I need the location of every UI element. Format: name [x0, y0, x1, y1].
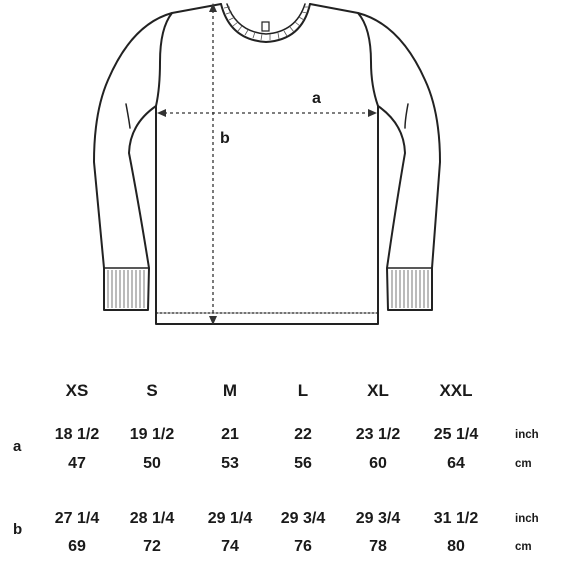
row-label-b: b — [13, 521, 23, 538]
row-a-inch-l: 22 — [294, 426, 312, 443]
row-a-cm-unit: cm — [515, 458, 532, 470]
row-b-cm-xxl: 80 — [447, 538, 465, 555]
row-b-inch-xs: 27 1/4 — [54, 510, 100, 527]
measurement-b-arrow — [209, 3, 217, 325]
size-header-m: M — [222, 381, 238, 400]
row-b-cm-m: 74 — [221, 538, 239, 555]
measurement-b-label: b — [220, 130, 230, 147]
row-a-inch-xs: 18 1/2 — [54, 426, 100, 443]
size-header-xxl: XXL — [439, 381, 473, 400]
row-a-inch-xl: 23 1/2 — [355, 426, 401, 443]
row-a-cm-xs: 47 — [68, 455, 86, 472]
row-a-cm-l: 56 — [294, 455, 312, 472]
row-b-cm-xl: 78 — [369, 538, 387, 555]
measurement-a-arrow — [157, 109, 377, 117]
row-b-inch-m: 29 1/4 — [207, 510, 253, 527]
row-b-inch-xl: 29 3/4 — [355, 510, 401, 527]
row-b-cm-l: 76 — [294, 538, 312, 555]
size-header-xl: XL — [367, 381, 389, 400]
row-b-inch-l: 29 3/4 — [280, 510, 326, 527]
row-a-inch-s: 19 1/2 — [129, 426, 175, 443]
row-b-cm-s: 72 — [143, 538, 161, 555]
size-header-s: S — [146, 381, 158, 400]
row-a-inch-xxl: 25 1/4 — [433, 426, 479, 443]
row-a-inch-unit: inch — [515, 429, 539, 441]
row-b-inch-unit: inch — [515, 513, 539, 525]
row-label-a: a — [13, 438, 22, 455]
row-a-cm-s: 50 — [143, 455, 161, 472]
right-cuff-ribbing — [387, 268, 432, 308]
row-b-inch-s: 28 1/4 — [129, 510, 175, 527]
size-header-l: L — [297, 381, 309, 400]
row-b-cm-unit: cm — [515, 541, 532, 553]
row-a-cm-m: 53 — [221, 455, 239, 472]
row-a-cm-xxl: 64 — [447, 455, 465, 472]
shirt-outline — [156, 4, 378, 324]
neck-label — [262, 22, 269, 31]
row-b-inch-xxl: 31 1/2 — [433, 510, 479, 527]
row-b-cm-xs: 69 — [68, 538, 86, 555]
row-a-inch-m: 21 — [221, 426, 239, 443]
size-header-xs: XS — [65, 381, 89, 400]
left-cuff-ribbing — [104, 268, 149, 308]
measurement-a-label: a — [312, 90, 321, 107]
row-a-cm-xl: 60 — [369, 455, 387, 472]
